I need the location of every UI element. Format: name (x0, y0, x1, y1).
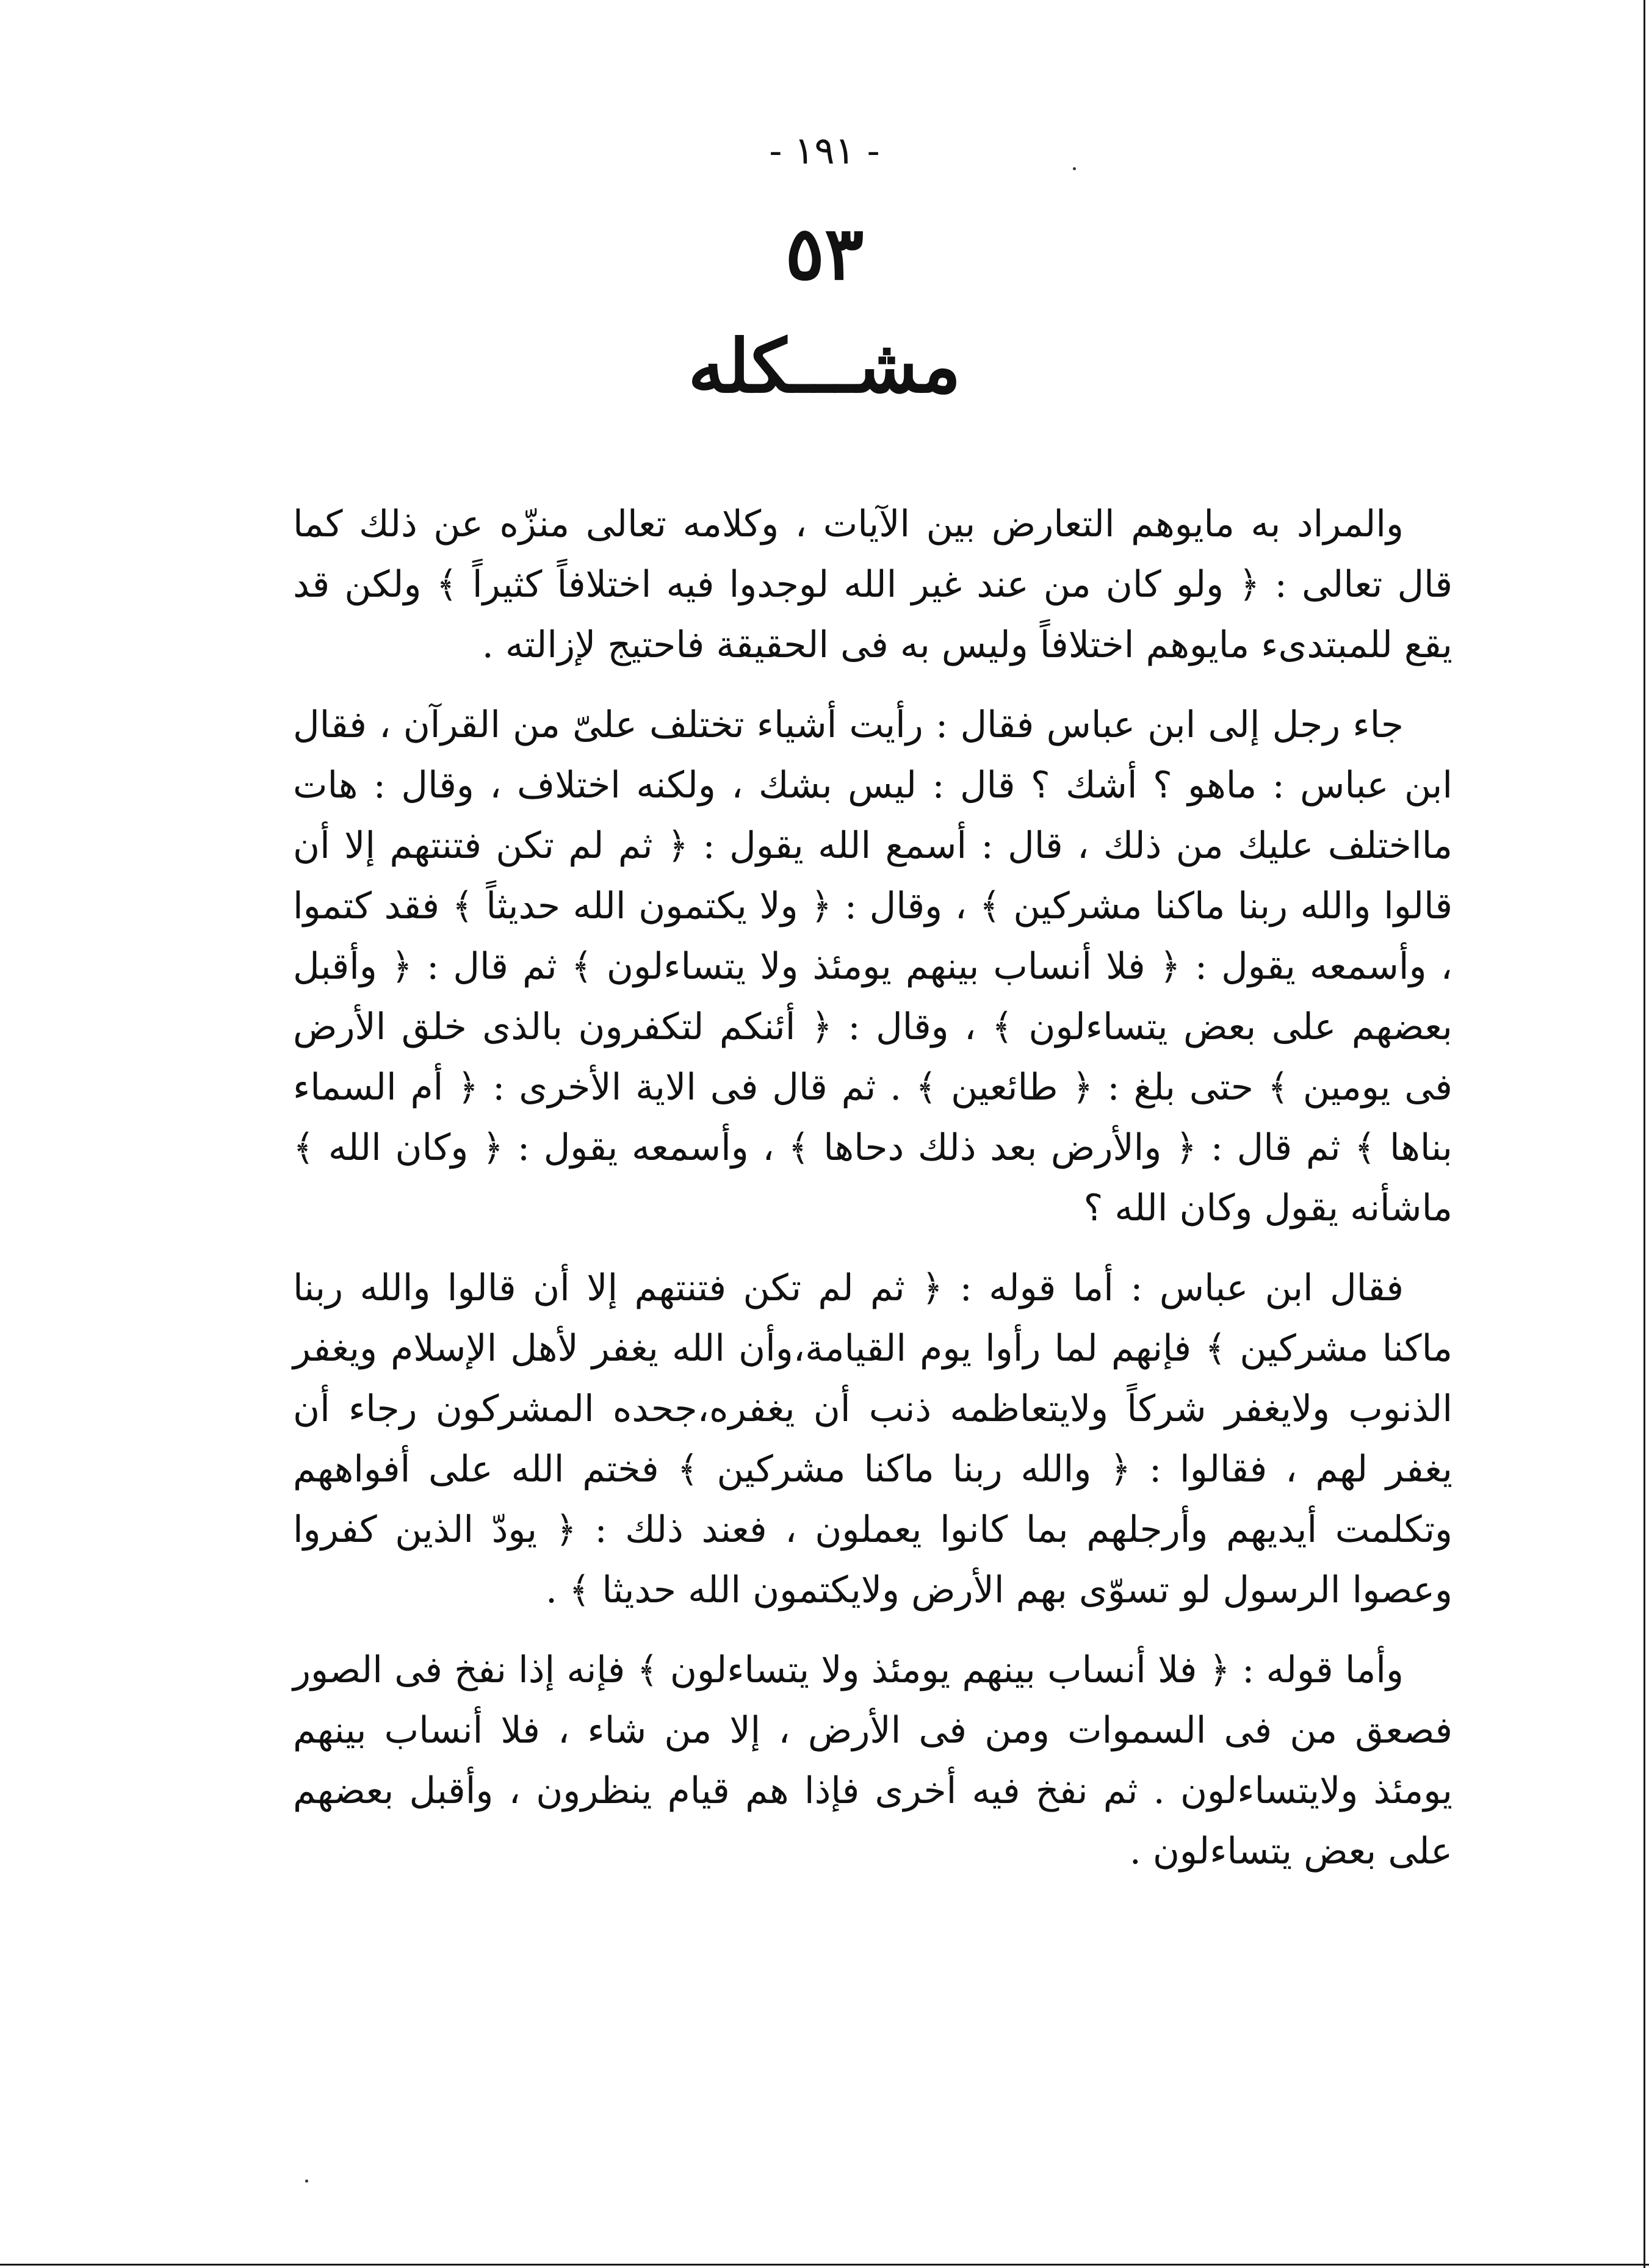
chapter-number: ٥٣ (785, 211, 864, 297)
page-bottom-edge (0, 2264, 1649, 2266)
page-number: - ١٩١ - (769, 128, 880, 173)
paragraph: وأما قوله : ﴿ فلا أنساب بينهم يومئذ ولا يتساءلون ﴾ فإنه إذا نفخ فى الصور فصعق من فى السموات ومن فى الأرض ، إلا من شاء ، فلا أنساب بينهم يومئذ ولايتساءلون . ثم نفخ فيه أخرى فإذا هم قيام ينظرون ، وأقبل بعضهم على بعض يتساءلون . (293, 1649, 1452, 1873)
paragraph: والمراد به مايوهم التعارض بين الآيات ، وكلامه تعالى منزّه عن ذلك كما قال تعالى : ﴿ ولو كان من عند غير الله لوجدوا فيه اختلافاً كثيراً ﴾ ولكن قد يقع للمبتدىء مايوهم اختلافاً وليس به فى الحقيقة فاحتيج لإزالته . (293, 503, 1452, 666)
body-text (293, 494, 1452, 1901)
chapter-title: مشـــكله (688, 323, 961, 409)
paragraph: جاء رجل إلى ابن عباس فقال : رأيت أشياء تختلف علىّ من القرآن ، فقال ابن عباس : ماهو ؟ أشك ؟ قال : ليس بشك ، ولكنه اختلاف ، وقال : هات مااختلف عليك من ذلك ، قال : أسمع الله يقول : ﴿ ثم لم تكن فتنتهم إلا أن قالوا والله ربنا ماكنا مشركين ﴾ ، وقال : ﴿ ولا يكتمون الله حديثاً ﴾ فقد كتموا ، وأسمعه يقول : ﴿ فلا أنساب بينهم يومئذ ولا يتساءلون ﴾ ثم قال : ﴿ وأقبل بعضهم على بعض يتساءلون ﴾ ، وقال : ﴿ أئنكم لتكفرون بالذى خلق الأرض فى يومين ﴾ حتى بلغ : ﴿ طائعين ﴾ . ثم قال فى الاية الأخرى : ﴿ أم السماء بناها ﴾ ثم قال : ﴿ والأرض بعد ذلك دحاها ﴾ ، وأسمعه يقول : ﴿ وكان الله ﴾ ماشأنه يقول وكان الله ؟ (293, 704, 1452, 1229)
scan-speck (305, 2180, 308, 2183)
paragraph: فقال ابن عباس : أما قوله : ﴿ ثم لم تكن فتنتهم إلا أن قالوا والله ربنا ماكنا مشركين ﴾ فإنهم لما رأوا يوم القيامة،وأن الله يغفر لأهل الإسلام ويغفر الذنوب ولايغفر شركاً ولايتعاظمه ذنب أن يغفره،جحده المشركون رجاء أن يغفر لهم ، فقالوا : ﴿ والله ربنا ماكنا مشركين ﴾ فختم الله على أفواههم وتكلمت أيديهم وأرجلهم بما كانوا يعملون ، فعند ذلك : ﴿ يودّ الذين كفروا وعصوا الرسول لو تسوّى بهم الأرض ولايكتمون الله حديثا ﴾ . (293, 1267, 1452, 1611)
